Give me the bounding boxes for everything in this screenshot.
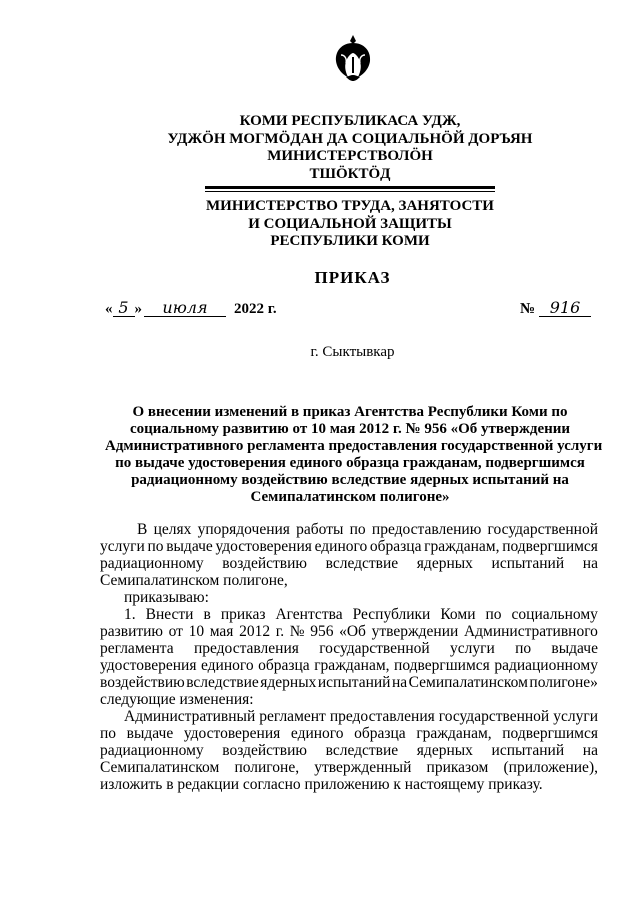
header-ru bbox=[150, 198, 550, 251]
city: г. Сыктывкар bbox=[310, 344, 395, 360]
body-line: воздействию вследствие ядерных испытаний на Семипалатинском полигоне» bbox=[100, 674, 598, 691]
body-line: Административный регламент предоставления государственной услуги bbox=[124, 708, 598, 725]
header-komi bbox=[150, 113, 550, 183]
header-divider-thick bbox=[205, 186, 495, 189]
number-sign: № bbox=[520, 301, 536, 317]
header-komi-line: УДЖӦН МОГМӦДАН ДА СОЦИАЛЬНӦЙ ДОРЪЯН bbox=[167, 130, 533, 147]
header-ru-line: РЕСПУБЛИКИ КОМИ bbox=[270, 233, 430, 249]
subject-line: О внесении изменений в приказ Агентства Республики Коми по bbox=[132, 404, 568, 420]
header-komi-line: ТШӦКТӦД bbox=[309, 165, 391, 182]
body-line: удостоверения единого образца гражданам, подвергшимся радиационному bbox=[100, 657, 598, 674]
komi-emblem-icon bbox=[332, 33, 374, 83]
date-year: 2022 г. bbox=[234, 301, 277, 317]
number-value: 916 bbox=[539, 299, 591, 317]
document-type: ПРИКАЗ bbox=[314, 268, 391, 287]
body-line: регламента предоставления государственной услуги по выдаче bbox=[100, 640, 598, 657]
date-day: 5 bbox=[113, 299, 135, 317]
body-line: В целях упорядочения работы по предоставлению государственной bbox=[137, 521, 598, 538]
body-line: радиационному воздействию вследствие ядерных испытаний на bbox=[100, 742, 598, 759]
header-komi-line: МИНИСТЕРСТВОЛӦН bbox=[267, 148, 433, 164]
header-ru-line: МИНИСТЕРСТВО ТРУДА, ЗАНЯТОСТИ bbox=[206, 198, 494, 214]
body-line: Семипалатинском полигоне, bbox=[100, 572, 288, 589]
body-text bbox=[100, 521, 598, 793]
body-line: радиационному воздействию вследствие ядерных испытаний на bbox=[100, 555, 598, 572]
header-divider-thin bbox=[205, 191, 495, 192]
subject-line: Административного регламента предоставления государственной услуги bbox=[105, 438, 603, 454]
date-close-quote: » bbox=[134, 301, 142, 317]
body-line: 1. Внести в приказ Агентства Республики Коми по социальному bbox=[124, 606, 598, 623]
subject-line: Семипалатинском полигоне» bbox=[250, 489, 450, 505]
body-line: услуги по выдаче удостоверения единого образца гражданам, подвергшимся bbox=[100, 538, 598, 555]
order-subject bbox=[105, 404, 603, 506]
subject-line: радиационному воздействию вследствие ядерных испытаний на bbox=[131, 472, 569, 488]
body-line: приказываю: bbox=[124, 589, 209, 606]
body-line: изложить в редакции согласно приложению к настоящему приказу. bbox=[100, 776, 543, 793]
body-line: по выдаче удостоверения единого образца гражданам, подвергшимся bbox=[100, 725, 598, 742]
date-month: июля bbox=[144, 299, 226, 317]
header-komi-line: КОМИ РЕСПУБЛИКАСА УДЖ, bbox=[239, 113, 461, 129]
date-open-quote: « bbox=[105, 301, 113, 317]
header-ru-line: И СОЦИАЛЬНОЙ ЗАЩИТЫ bbox=[248, 215, 452, 232]
body-line: следующие изменения: bbox=[100, 691, 254, 708]
body-line: развитию от 10 мая 2012 г. № 956 «Об утверждении Административного bbox=[100, 623, 598, 640]
body-line: Семипалатинском полигоне, утвержденный приказом (приложение), bbox=[100, 759, 598, 776]
order-date bbox=[105, 299, 277, 318]
subject-line: социальному развитию от 10 мая 2012 г. № 956 «Об утверждении bbox=[129, 421, 571, 437]
subject-line: по выдаче удостоверения единого образца гражданам, подвергшимся bbox=[115, 455, 585, 471]
order-number bbox=[520, 299, 591, 318]
